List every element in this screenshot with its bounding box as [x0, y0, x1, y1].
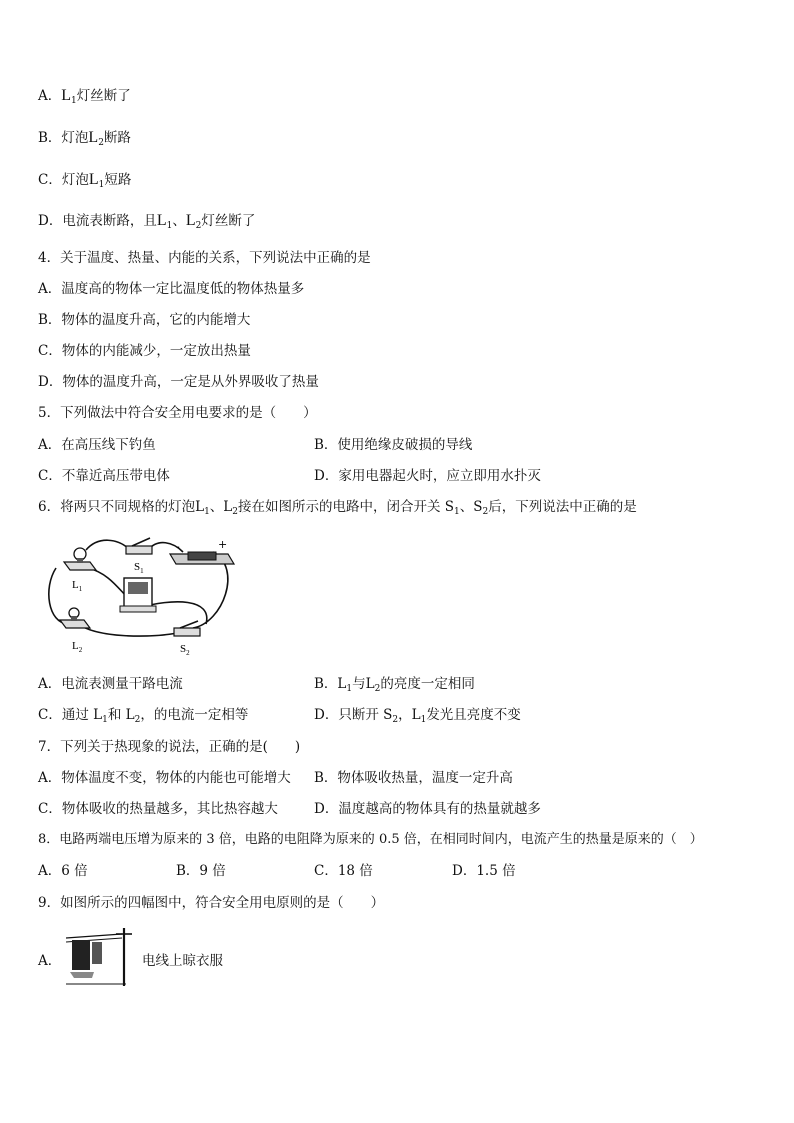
q5-stem: 5．下列做法中符合安全用电要求的是（ ）	[38, 405, 317, 421]
q6-option-c: C．通过 $L_1$和 $L_2$，的电流一定相等	[38, 707, 249, 725]
q9-option-a-caption: 电线上晾衣服	[142, 953, 223, 969]
q4-option-a: A．温度高的物体一定比温度低的物体热量多	[38, 281, 305, 297]
switch-s1	[126, 538, 152, 554]
q3-option-a: A．$L_1$灯丝断了	[38, 87, 131, 106]
l2-label: $L_2$	[72, 640, 83, 654]
q4-option-c: C．物体的内能减少，一定放出热量	[38, 343, 251, 359]
q6-stem: 6．将两只不同规格的灯泡$L_1$、$L_2$接在如图所示的电路中，闭合开关 $S_1$、$S_2$后，下列说法中正确的是	[38, 499, 637, 517]
s1-label: $S_1$	[134, 561, 144, 575]
q4-stem: 4．关于温度、热量、内能的关系，下列说法中正确的是	[38, 250, 371, 266]
q7-stem: 7．下列关于热现象的说法，正确的是( )	[38, 739, 301, 755]
s2-label: $S_2$	[180, 643, 190, 657]
q7-option-b: B．物体吸收热量，温度一定升高	[314, 770, 513, 786]
q7-option-c: C．物体吸收的热量越多，其比热容越大	[38, 801, 278, 817]
q4-option-d: D．物体的温度升高，一定是从外界吸收了热量	[38, 374, 319, 390]
switch-s2	[174, 621, 200, 636]
q6-option-d: D．只断开 $S_2$，$L_1$发光且亮度不变	[314, 707, 521, 725]
l1-label: $L_1$	[72, 579, 83, 593]
q5-option-c: C．不靠近高压带电体	[38, 468, 170, 484]
q8-option-a: A．6 倍	[38, 863, 88, 879]
q6-option-a: A．电流表测量干路电流	[38, 676, 183, 692]
battery-minus: -	[176, 540, 180, 553]
battery	[170, 552, 234, 564]
lamp-l1	[64, 548, 96, 570]
q9-stem: 9．如图所示的四幅图中，符合安全用电原则的是（ ）	[38, 895, 385, 911]
circuit-wire	[88, 568, 128, 598]
q6-option-b: B．$L_1$与$L_2$的亮度一定相同	[314, 676, 475, 694]
q3-option-b: B．灯泡$L_2$断路	[38, 129, 131, 148]
clothes-on-wire-illustration	[66, 926, 138, 988]
lamp-l2	[60, 608, 90, 628]
q8-stem: 8．电路两端电压增为原来的 3 倍，电路的电阻降为原来的 0.5 倍，在相同时间内，电流产生的热量是原来的（ ）	[38, 832, 703, 847]
circuit-wire	[78, 624, 178, 636]
q8-option-b: B．9 倍	[176, 863, 226, 879]
q5-option-b: B．使用绝缘皮破损的导线	[314, 437, 473, 453]
q7-option-a: A．物体温度不变，物体的内能也可能增大	[38, 770, 291, 786]
ammeter	[120, 578, 156, 612]
q9-option-a-label: A．	[38, 953, 62, 969]
battery-plus: +	[218, 538, 228, 551]
circuit-figure	[38, 528, 238, 658]
q4-option-b: B．物体的温度升高，它的内能增大	[38, 312, 251, 328]
q5-option-d: D．家用电器起火时，应立即用水扑灭	[314, 468, 541, 484]
q7-option-d: D．温度越高的物体具有的热量就越多	[314, 801, 541, 817]
q8-option-c: C．18 倍	[314, 863, 373, 879]
circuit-wire	[49, 568, 68, 624]
q8-option-d: D．1.5 倍	[452, 863, 516, 879]
q3-option-d: D．电流表断路，且$L_1$、$L_2$灯丝断了	[38, 212, 256, 231]
q3-option-c: C．灯泡$L_1$短路	[38, 171, 132, 190]
q5-option-a: A．在高压线下钓鱼	[38, 437, 156, 453]
circuit-wire	[86, 540, 130, 550]
